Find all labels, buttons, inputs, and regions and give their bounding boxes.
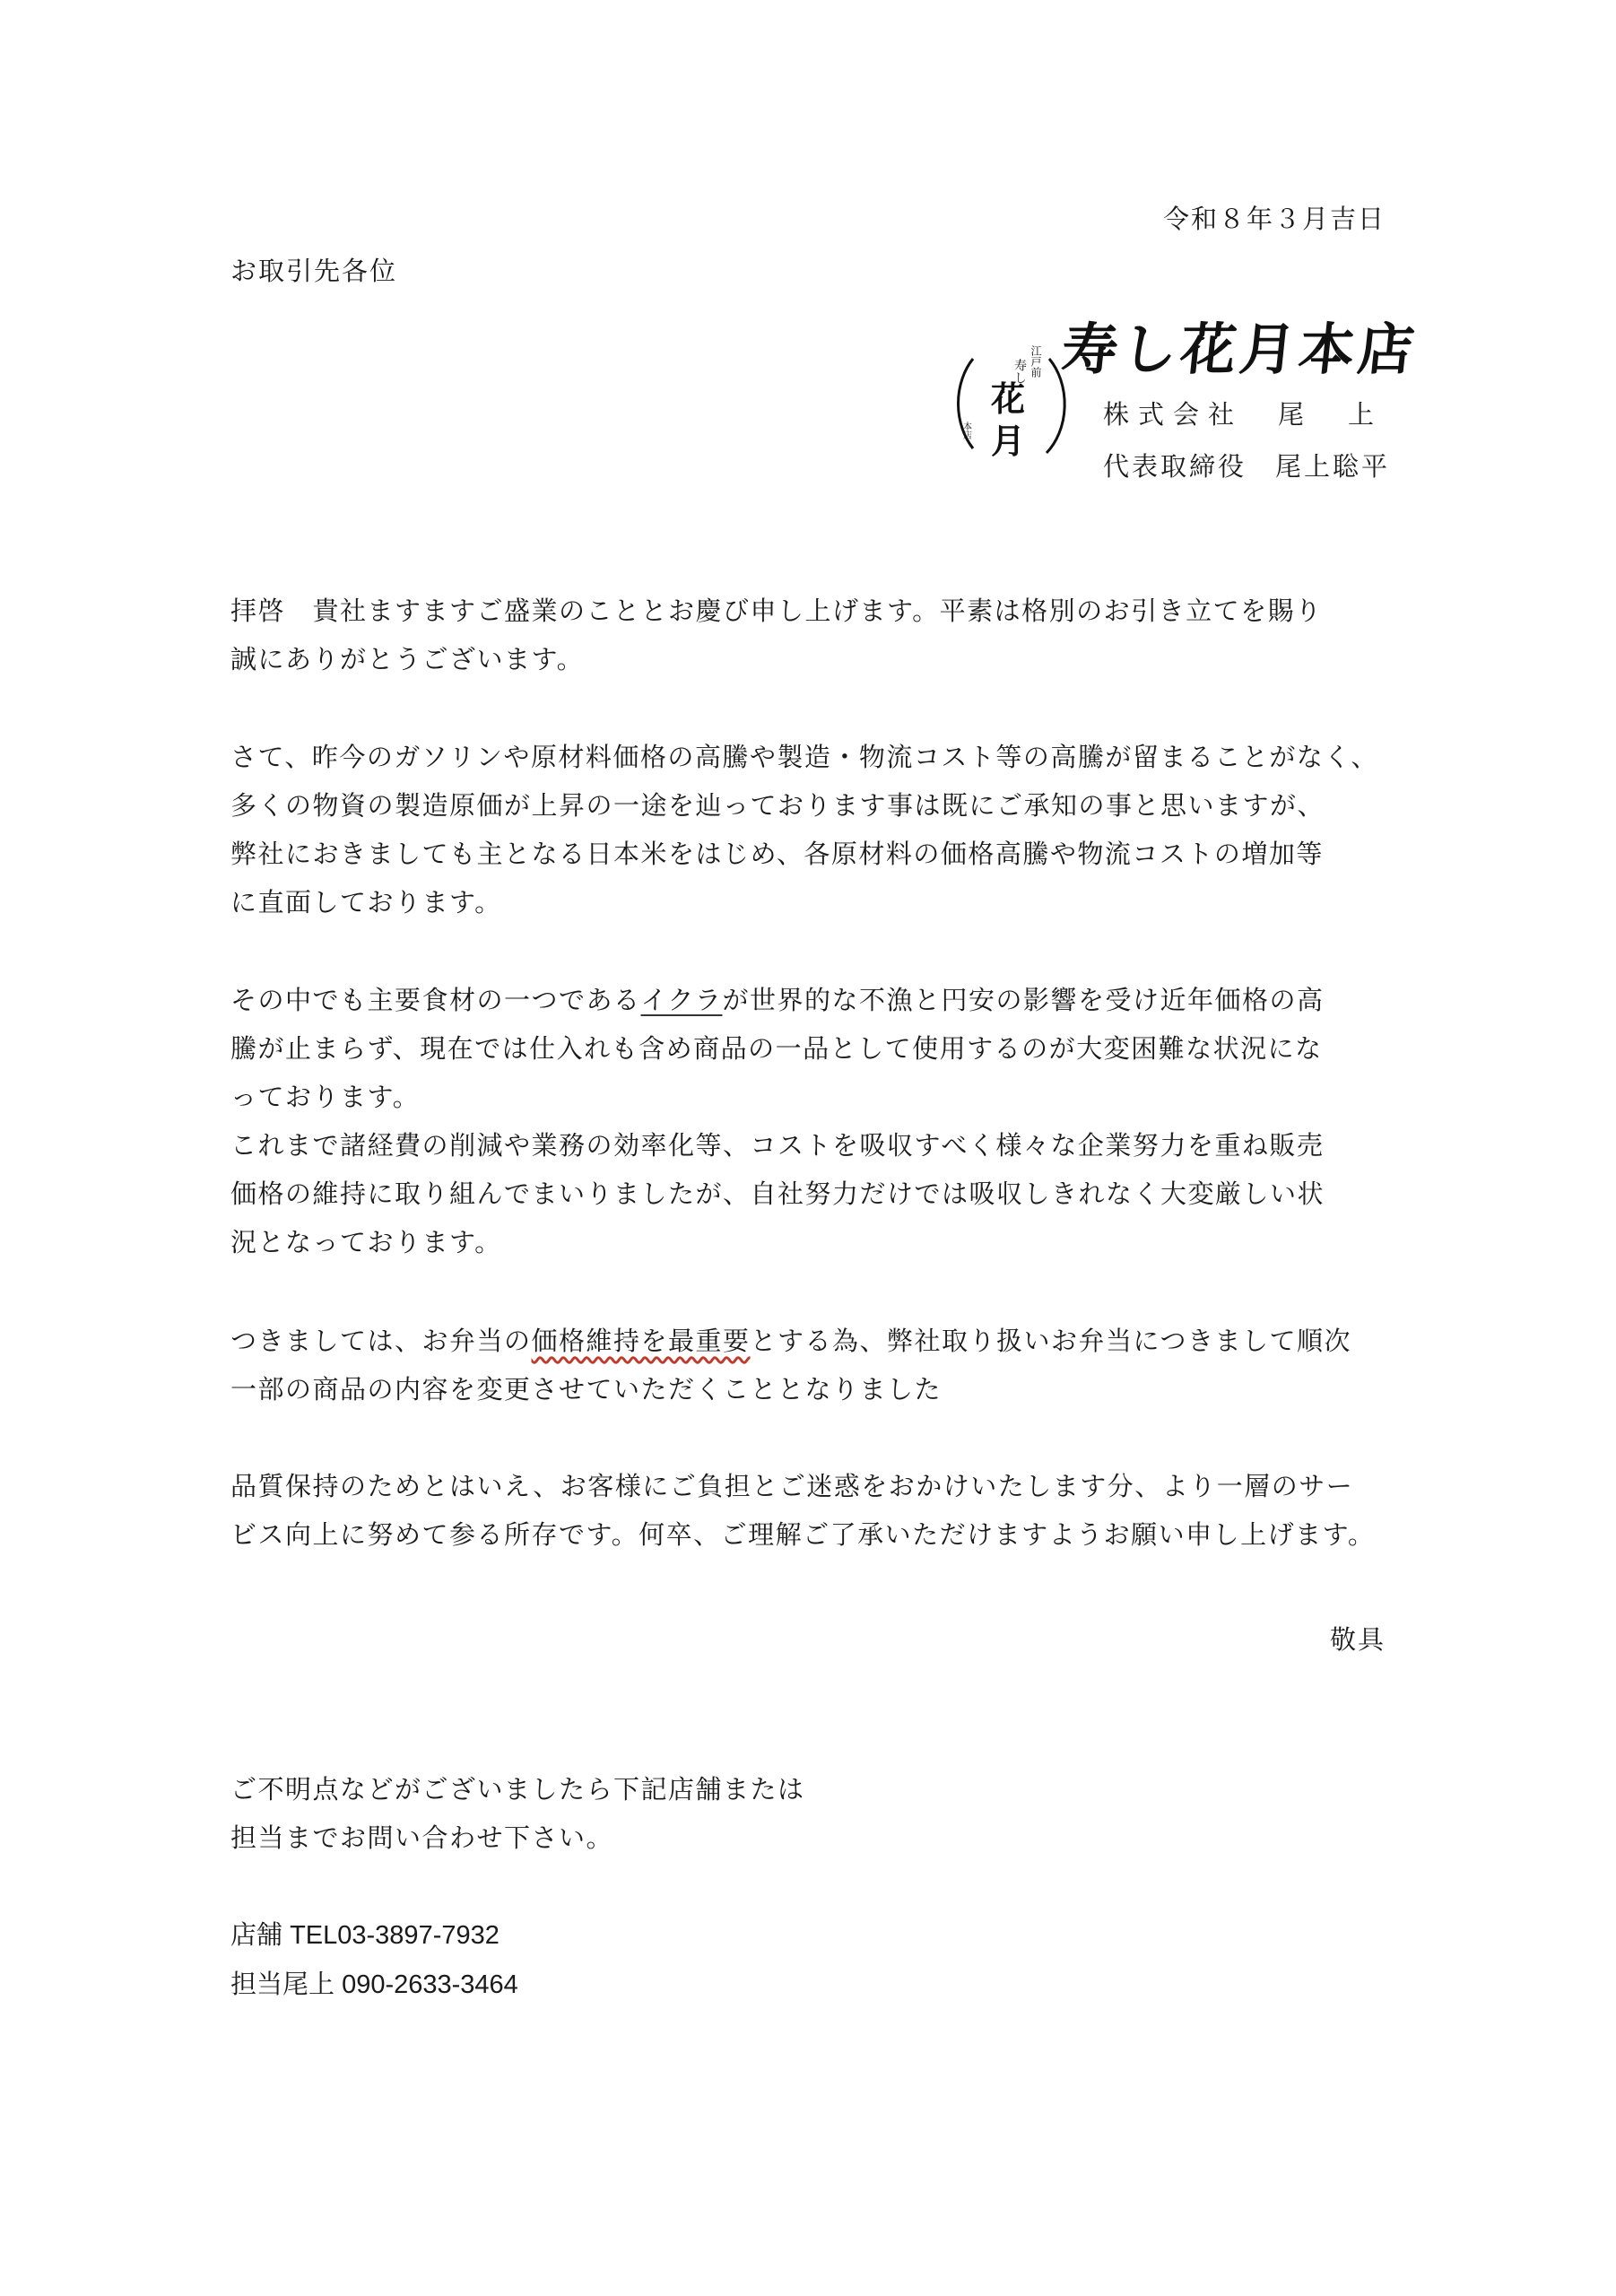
text-line: 騰が止まらず、現在では仕入れも含め商品の一品として使用するのが大変困難な状況にな <box>230 1033 1323 1064</box>
seal-text-tsuki: 月 <box>991 421 1026 461</box>
text-line: っております。 <box>230 1082 421 1112</box>
text-segment: その中でも主要食材の一つである <box>230 985 641 1015</box>
text-segment: が世界的な不漁と円安の影響を受け近年価格の高 <box>722 985 1325 1015</box>
store-label: 店舗 <box>230 1919 283 1950</box>
shop-name-logo: 寿し花月本店 <box>1058 317 1421 382</box>
text-line: 担当までお問い合わせ下さい。 <box>230 1822 614 1853</box>
letter-date: 令和８年３月吉日 <box>1162 204 1386 234</box>
seal-text-edomae: 江戸前 <box>1030 345 1042 378</box>
seal-text-hana: 花 <box>991 378 1026 419</box>
text-line: 誠にありがとうございます。 <box>230 644 585 674</box>
text-line <box>230 1317 1387 1365</box>
text-segment: とする為、弊社取り扱いお弁当につきまして順次 <box>750 1326 1351 1356</box>
text-line: 多くの物資の製造原価が上昇の一途を辿っております事は既にご承知の事と思いますが、 <box>230 790 1325 821</box>
seal-icon <box>946 323 1076 480</box>
representative-name: 代表取締役 尾上聡平 <box>1103 451 1391 482</box>
contact-info <box>230 1910 518 2009</box>
text-line: 価格の維持に取り組んでまいりましたが、自社努力だけでは吸収しきれなく大変厳しい状 <box>230 1178 1325 1209</box>
person-phone[interactable]: 090-2633-3464 <box>342 1970 518 1999</box>
text-line: 弊社におきましても主となる日本米をはじめ、各原材料の価格高騰や物流コストの増加等 <box>230 839 1324 869</box>
contact-note <box>230 1765 805 1862</box>
text-line: 況となっております。 <box>230 1227 502 1257</box>
text-segment: つきましては、お弁当の <box>230 1326 532 1356</box>
text-line: ご不明点などがございましたら下記店舗または <box>230 1774 805 1805</box>
seal-text-sushi: 寿し <box>1012 359 1027 384</box>
person-contact <box>230 1960 518 2009</box>
text-line: ビス向上に努めて参る所存です。何卒、ご理解ご了承いただけますようお願い申し上げます。 <box>230 1519 1376 1550</box>
text-line: 拝啓 貴社ますますご盛業のこととお慶び申し上げます。平素は格別のお引き立てを賜り <box>230 596 1323 626</box>
text-line <box>230 976 1387 1024</box>
paragraph-apology <box>230 1462 1387 1559</box>
seal-text-honten: 本店 <box>960 422 971 439</box>
paragraph-cost-increase <box>230 733 1387 926</box>
text-line: さて、昨今のガソリンや原材料価格の高騰や製造・物流コスト等の高騰が留まることがなく、 <box>230 742 1378 772</box>
closing-keigu: 敬具 <box>1329 1624 1386 1655</box>
person-label: 担当尾上 <box>230 1969 335 1999</box>
shop-seal-logo <box>946 323 1076 480</box>
text-line: 一部の商品の内容を変更させていただくこととなりました <box>230 1374 943 1405</box>
paragraph-change-notice <box>230 1317 1387 1413</box>
company-name: 株式会社 尾 上 <box>1103 399 1384 430</box>
store-phone[interactable]: TEL03-3897-7932 <box>290 1921 500 1950</box>
ikura-underlined: イクラ <box>640 985 723 1015</box>
text-line: 品質保持のためとはいえ、お客様にご負担とご迷惑をおかけいたします分、より一層のサー <box>230 1471 1354 1501</box>
text-line: に直面しております。 <box>230 887 502 918</box>
store-contact <box>230 1910 518 1960</box>
paragraph-ikura <box>230 976 1387 1266</box>
paragraph-greeting <box>230 587 1387 683</box>
text-line: これまで諸経費の削減や業務の効率化等、コストを吸収すべく様々な企業努力を重ね販売 <box>230 1130 1325 1161</box>
price-priority-emphasis: 価格維持を最重要 <box>531 1326 751 1356</box>
recipient: お取引先各位 <box>230 256 398 286</box>
